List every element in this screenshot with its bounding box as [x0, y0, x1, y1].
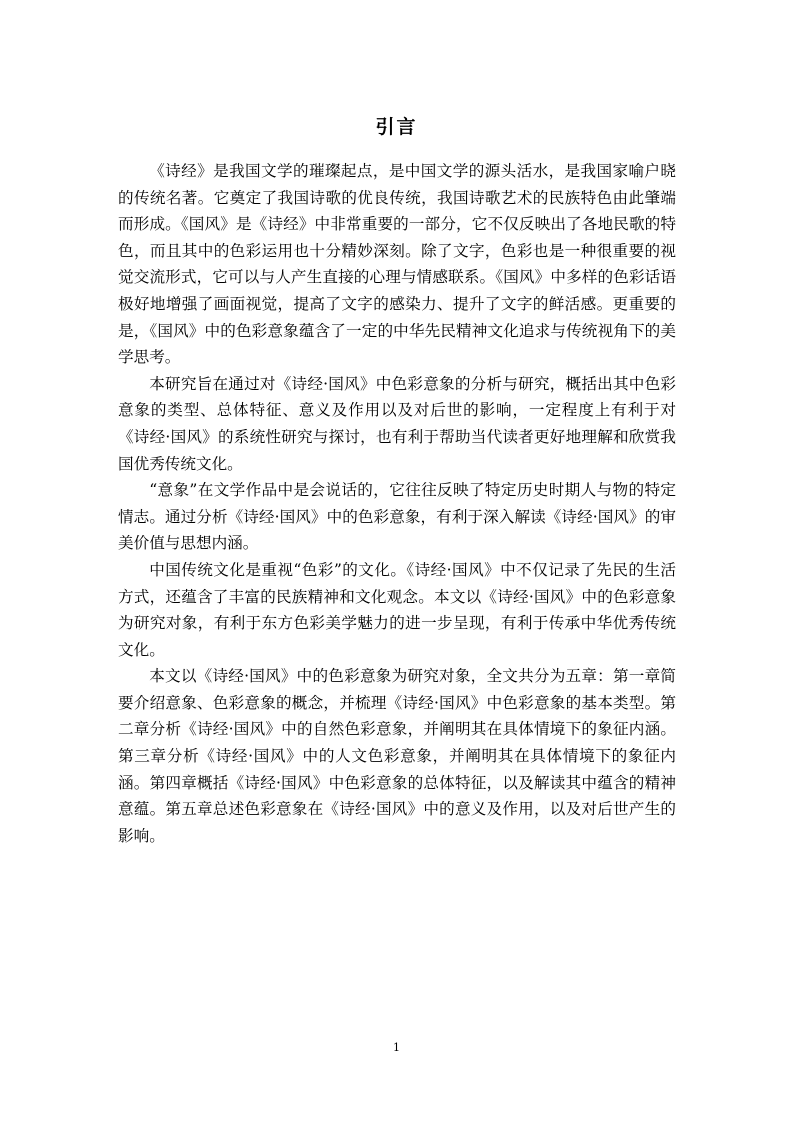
body-text: [118, 158, 676, 849]
paragraph-research-aim: 本研究旨在通过对《诗经·国风》中色彩意象的分析与研究，概括出其中色彩意象的类型、总体特征、意义及作用以及对后世的影响，一定程度上有利于对《诗经·国风》的系统性研究与探讨，也有利于帮助当代读者更好地理解和欣赏我国优秀传统文化。: [118, 374, 676, 473]
paragraph-color-culture: 中国传统文化是重视“色彩”的文化。《诗经·国风》中不仅记录了先民的生活方式，还蕴含了丰富的民族精神和文化观念。本文以《诗经·国风》中的色彩意象为研究对象，有利于东方色彩美学魅力的进一步呈现，有利于传承中华优秀传统文化。: [118, 560, 676, 659]
paragraph-structure: 本文以《诗经·国风》中的色彩意象为研究对象，全文共分为五章：第一章简要介绍意象、色彩意象的概念，并梳理《诗经·国风》中色彩意象的基本类型。第二章分析《诗经·国风》中的自然色彩意象，并阐明其在具体情境下的象征内涵。第三章分析《诗经·国风》中的人文色彩意象，并阐明其在具体情境下的象征内涵。第四章概括《诗经·国风》中色彩意象的总体特征，以及解读其中蕴含的精神意蕴。第五章总述色彩意象在《诗经·国风》中的意义及作用，以及对后世产生的影响。: [118, 667, 676, 845]
paragraph-imagery: “意象”在文学作品中是会说话的，它往往反映了特定历史时期人与物的特定情志。通过分析《诗经·国风》中的色彩意象，有利于深入解读《诗经·国风》的审美价值与思想内涵。: [118, 481, 676, 553]
paragraph-intro: 《诗经》是我国文学的璀璨起点，是中国文学的源头活水，是我国家喻户晓的传统名著。它奠定了我国诗歌的优良传统，我国诗歌艺术的民族特色由此肇端而形成。《国风》是《诗经》中非常重要的一部分，它不仅反映出了各地民歌的特色，而且其中的色彩运用也十分精妙深刻。除了文字，色彩也是一种很重要的视觉交流形式，它可以与人产生直接的心理与情感联系。《国风》中多样的色彩话语极好地增强了画面视觉，提高了文字的感染力、提升了文字的鲜活感。更重要的是，《国风》中的色彩意象蕴含了一定的中华先民精神文化追求与传统视角下的美学思考。: [118, 162, 676, 367]
page-title: 引言: [375, 116, 418, 138]
page-number: 1: [393, 1041, 400, 1054]
